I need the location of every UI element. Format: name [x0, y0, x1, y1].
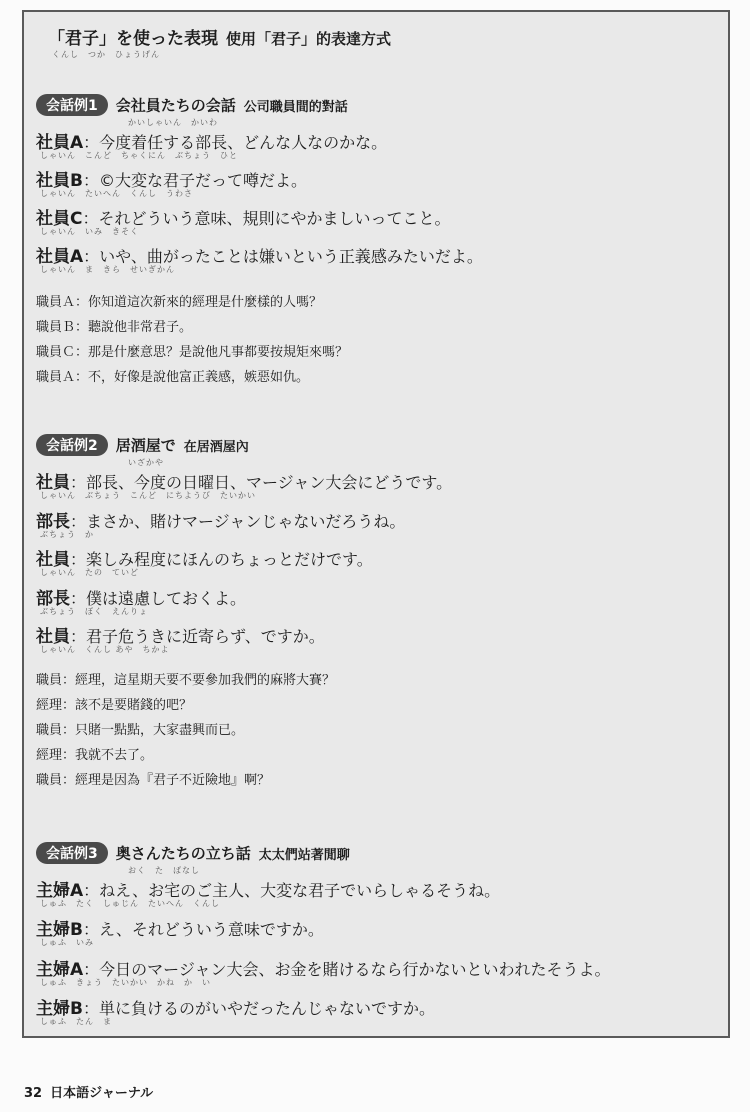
zh-speaker: 職員 [36, 773, 63, 788]
zh-text: ：只賭一點點，大家盡興而已。 [62, 723, 245, 738]
example1-title-ruby: かいしゃいん かいわ [128, 118, 218, 127]
zh-text: ：該不是要賭錢的吧？ [62, 698, 193, 713]
example3-badge: 会話例3 [36, 842, 108, 864]
speaker: 社員 [36, 473, 70, 493]
line-ruby: しゃいん ぶちょう こんど にちようび たいかい [40, 491, 256, 500]
zh-speaker: 職員 [36, 723, 63, 738]
utterance: ：僕は遠慮しておくよ。 [70, 589, 247, 608]
example1-zh-line [36, 366, 309, 385]
example2-zh-line [36, 669, 335, 688]
example2-title-ruby: いざかや [128, 458, 164, 467]
example2-header [36, 434, 249, 456]
speaker: 社員B [36, 171, 83, 191]
line-ruby: しゃいん たの ていど [40, 568, 139, 577]
zh-text: ：你知道這次新來的經理是什麼樣的人嗎？ [75, 295, 323, 310]
zh-text: ：經理是因為『君子不近險地』啊？ [62, 773, 271, 788]
zh-speaker: 職員Ｃ [36, 345, 76, 360]
title-main: 「君子」を使った表現 [48, 29, 218, 49]
line-ruby: しゃいん たいへん くんし うわさ [40, 189, 193, 198]
example3-title-ruby: おく た ばなし [128, 866, 200, 875]
example1-title: 会社員たちの会話 [115, 96, 236, 115]
example2-zh: 在居酒屋內 [183, 439, 249, 455]
example1-zh: 公司職員間的對話 [243, 99, 348, 115]
zh-text: ：不，好像是說他富正義感，嫉惡如仇。 [75, 370, 310, 385]
speaker: 主婦A [36, 881, 84, 901]
utterance: ：え、それどういう意味ですか。 [82, 920, 324, 939]
line-ruby: しゃいん くんし あや ちかよ [40, 645, 170, 654]
utterance: ：今日のマージャン大会、お金を賭けるなら行かないといわれたそうよ。 [83, 960, 611, 979]
page-title [48, 24, 391, 49]
zh-text: ：那是什麼意思？是說他凡事都要按規矩來嗎？ [75, 345, 349, 360]
page-number: 32 [24, 1086, 43, 1101]
zh-speaker: 職員 [36, 673, 63, 688]
example2-zh-line [36, 694, 192, 713]
speaker: 社員A [36, 133, 84, 153]
magazine-name: 日本語ジャーナル [50, 1086, 154, 1101]
line-ruby: しゅふ きょう たいかい かね か い [40, 978, 211, 987]
example1-badge: 会話例1 [36, 94, 108, 116]
utterance: ：今度着任する部長、どんな人なのかな。 [83, 133, 388, 152]
line-ruby: しゅふ いみ [40, 938, 94, 947]
line-ruby: ぶちょう か [40, 530, 94, 539]
zh-speaker: 職員Ａ [36, 370, 76, 385]
title-zh: 使用「君子」的表達方式 [226, 30, 392, 48]
utterance: ：ねえ、お宅のご主人、大変な君子でいらしゃるそうね。 [83, 881, 501, 900]
line-ruby: しゅふ たん ま [40, 1017, 112, 1026]
example1-zh-line [36, 291, 322, 310]
speaker: 社員C [36, 209, 83, 229]
speaker: 社員 [36, 550, 70, 570]
example3-title: 奥さんたちの立ち話 [115, 844, 251, 863]
utterance: ：©大変な君子だって噂だよ。 [82, 171, 307, 190]
example1-zh-line [36, 316, 192, 335]
utterance: ：まさか、賭けマージャンじゃないだろうね。 [70, 512, 406, 531]
utterance: ：単に負けるのがいやだったんじゃないですか。 [82, 999, 435, 1018]
example3-header [36, 842, 350, 864]
zh-text: ：經理，這星期天要不要參加我們的麻將大賽？ [62, 673, 336, 688]
speaker: 部長 [36, 589, 70, 609]
example1-zh-line [36, 341, 348, 360]
page-footer [24, 1082, 153, 1101]
line-ruby: ぶちょう ぼく えんりょ [40, 607, 148, 616]
line-ruby: しゃいん ま きら せいぎかん [40, 265, 175, 274]
speaker: 主婦B [36, 920, 83, 940]
line-ruby: しゅふ たく しゅじん たいへん くんし [40, 899, 220, 908]
zh-speaker: 職員Ｂ [36, 320, 76, 335]
example2-zh-line [36, 744, 153, 763]
speaker: 社員 [36, 627, 70, 647]
line-ruby: しゃいん いみ きそく [40, 227, 139, 236]
speaker: 社員A [36, 247, 84, 267]
speaker: 部長 [36, 512, 70, 532]
example1-header [36, 94, 348, 116]
utterance: ：それどういう意味、規則にやかましいってこと。 [82, 209, 451, 228]
example3-zh: 太太們站著閒聊 [258, 847, 350, 863]
speaker: 主婦A [36, 960, 84, 980]
utterance: ：楽しみ程度にほんのちょっとだけです。 [70, 550, 373, 569]
zh-speaker: 經理 [36, 698, 63, 713]
zh-speaker: 經理 [36, 748, 63, 763]
zh-text: ：我就不去了。 [62, 748, 154, 763]
line-ruby: しゃいん こんど ちゃくにん ぶちょう ひと [40, 151, 238, 160]
utterance: ：君子危うきに近寄らず、ですか。 [70, 627, 325, 646]
zh-speaker: 職員Ａ [36, 295, 76, 310]
speaker: 主婦B [36, 999, 83, 1019]
utterance: ：部長、今度の日曜日、マージャン大会にどうです。 [70, 473, 453, 492]
utterance: ：いや、曲がったことは嫌いという正義感みたいだよ。 [83, 247, 483, 266]
example2-badge: 会話例2 [36, 434, 108, 456]
title-ruby: くんし つか ひょうげん [52, 50, 160, 59]
example2-zh-line [36, 769, 270, 788]
zh-text: ：聽說他非常君子。 [75, 320, 193, 335]
example2-title: 居酒屋で [115, 436, 176, 455]
example2-zh-line [36, 719, 244, 738]
